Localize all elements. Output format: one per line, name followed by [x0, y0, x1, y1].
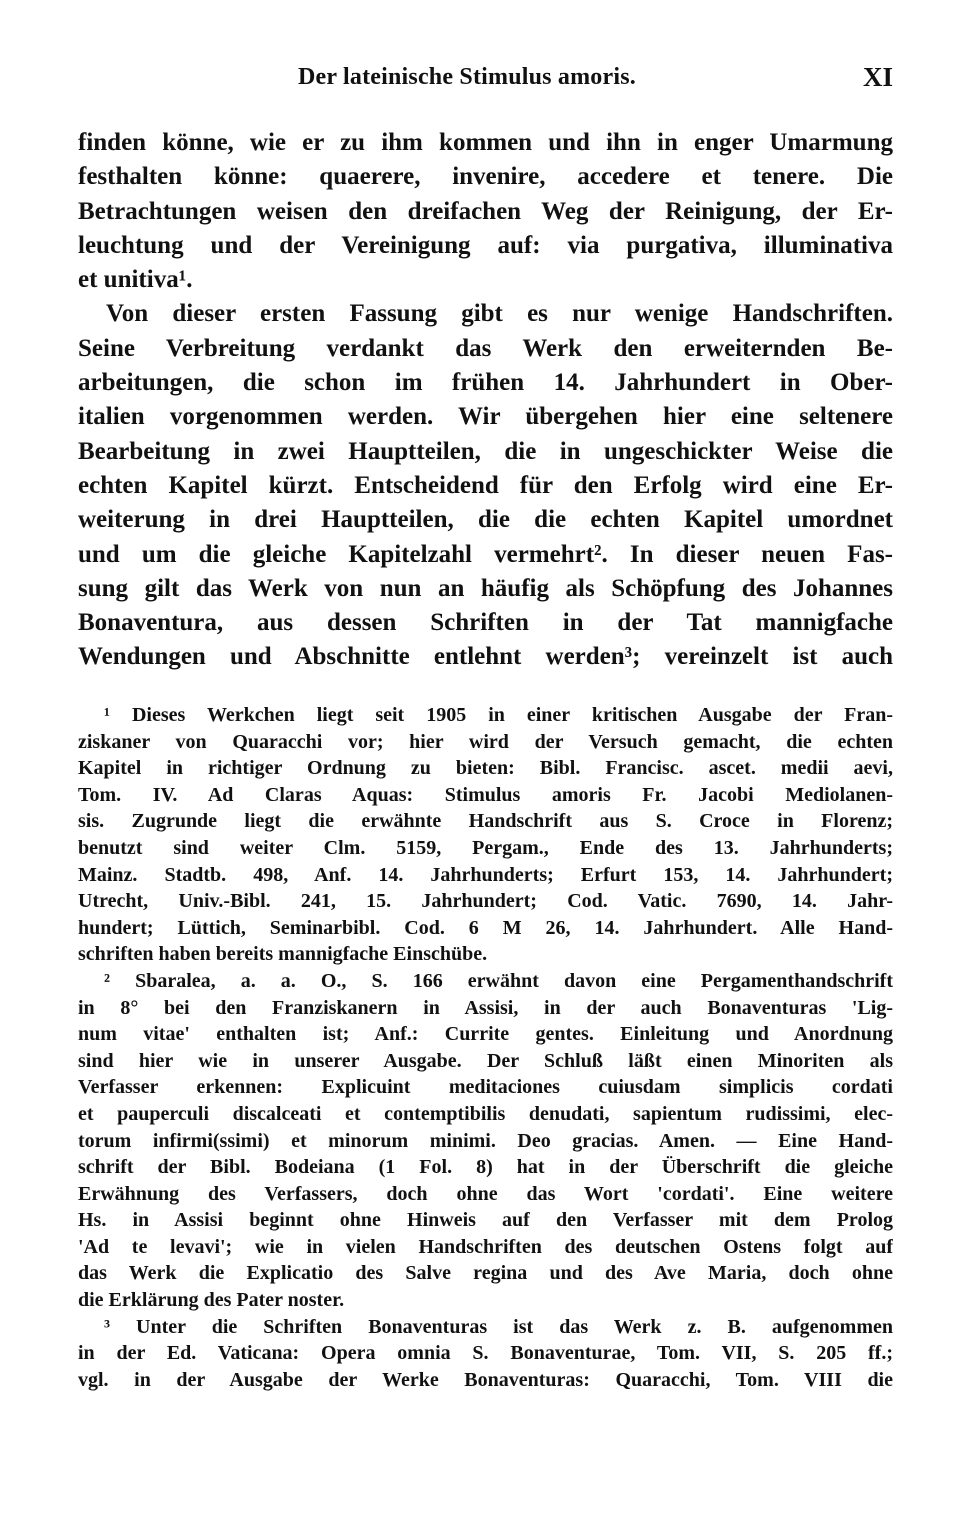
footnote-line: ³ Unter die Schriften Bonaventuras ist das Werk z. B. aufgenommen	[104, 1315, 893, 1338]
footnote-line: num vitae' enthalten ist; Anf.: Currite gentes. Einleitung und Anordnung	[78, 1023, 893, 1046]
footnote-line: Kapitel in richtiger Ordnung zu bieten: Bibl. Francisc. ascet. medii aevi,	[78, 757, 893, 780]
footnote-line: hundert; Lüttich, Seminarbibl. Cod. 6 M 26, 14. Jahrhundert. Alle Hand-	[78, 916, 893, 939]
text-line: weiterung in drei Hauptteilen, die die echten Kapitel umordnet	[78, 506, 893, 534]
footnote-line: die Erklärung des Pater noster.	[78, 1289, 345, 1312]
footnote-line: Utrecht, Univ.-Bibl. 241, 15. Jahrhundert; Cod. Vatic. 7690, 14. Jahr-	[78, 890, 893, 913]
footnote-line: das Werk die Explicatio des Salve regina und des Ave Maria, doch ohne	[78, 1262, 893, 1285]
footnote-line: Mainz. Stadtb. 498, Anf. 14. Jahrhunderts; Erfurt 153, 14. Jahrhundert;	[78, 863, 893, 886]
footnote-line: torum infirmi(ssimi) et minorum minimi. Deo gracias. Amen. — Eine Hand-	[78, 1129, 893, 1152]
footnote-line: ² Sbaralea, a. a. O., S. 166 erwähnt davon eine Pergamenthandschrift	[104, 969, 893, 992]
footnote-1	[78, 702, 893, 968]
footnotes	[78, 702, 893, 1393]
footnote-line: schriften haben bereits mannigfache Einschübe.	[78, 943, 488, 966]
text-line: Von dieser ersten Fassung gibt es nur wenige Handschriften.	[106, 300, 893, 328]
footnote-line: in der Ed. Vaticana: Opera omnia S. Bonaventurae, Tom. VII, S. 205 ff.;	[78, 1342, 893, 1365]
text-line: Bearbeitung in zwei Hauptteilen, die in ungeschickter Weise die	[78, 437, 893, 465]
text-line: arbeitungen, die schon im frühen 14. Jahrhundert in Ober-	[78, 369, 893, 397]
text-line: Seine Verbreitung verdankt das Werk den erweiternden Be-	[78, 334, 893, 362]
footnote-line: Hs. in Assisi beginnt ohne Hinweis auf den Verfasser mit dem Prolog	[78, 1209, 893, 1232]
footnote-line: 'Ad te levavi'; wie in vielen Handschriften des deutschen Ostens folgt auf	[78, 1235, 893, 1258]
page-header	[78, 62, 893, 96]
text-line: leuchtung und der Vereinigung auf: via purgativa, illuminativa	[78, 231, 893, 259]
text-line: Betrachtungen weisen den dreifachen Weg der Reinigung, der Er-	[78, 197, 893, 225]
text-line: festhalten könne: quaerere, invenire, accedere et tenere. Die	[78, 163, 893, 191]
footnote-line: sis. Zugrunde liegt die erwähnte Handschrift aus S. Croce in Florenz;	[78, 810, 893, 833]
footnote-line: ¹ Dieses Werkchen liegt seit 1905 in einer kritischen Ausgabe der Fran-	[104, 704, 893, 726]
footnote-line: benutzt sind weiter Clm. 5159, Pergam., Ende des 13. Jahrhunderts;	[78, 836, 893, 859]
footnote-2	[78, 968, 893, 1314]
text-line: italien vorgenommen werden. Wir übergehen hier eine seltenere	[78, 403, 893, 431]
text-line: Bonaventura, aus dessen Schriften in der Tat mannigfache	[78, 609, 893, 637]
footnote-line: schrift der Bibl. Bodeiana (1 Fol. 8) hat in der Überschrift die gleiche	[78, 1156, 893, 1179]
running-title: Der lateinische Stimulus amoris.	[298, 64, 636, 90]
text-line: et unitiva¹.	[78, 266, 193, 294]
footnote-line: Verfasser erkennen: Explicuint meditaciones cuiusdam simplicis cordati	[78, 1076, 893, 1099]
footnote-line: vgl. in der Ausgabe der Werke Bonaventuras: Quaracchi, Tom. VIII die	[78, 1368, 893, 1391]
text-line: sung gilt das Werk von nun an häufig als Schöpfung des Johannes	[78, 574, 893, 602]
footnote-line: in 8° bei den Franziskanern in Assisi, in der auch Bonaventuras 'Lig-	[78, 996, 893, 1019]
text-line: echten Kapitel kürzt. Entscheidend für den Erfolg wird eine Er-	[78, 471, 893, 499]
footnote-line: et pauperculi discalceati et contemptibilis denudati, sapientum rudissimi, elec-	[78, 1102, 893, 1125]
footnote-line: Tom. IV. Ad Claras Aquas: Stimulus amoris Fr. Jacobi Mediolanen-	[78, 783, 893, 806]
text-line: und um die gleiche Kapitelzahl vermehrt². In dieser neuen Fas-	[78, 540, 893, 568]
page-number: XI	[862, 62, 893, 92]
footnote-line: sind hier wie in unserer Ausgabe. Der Schluß läßt einen Minoriten als	[78, 1049, 893, 1072]
footnote-line: Erwähnung des Verfassers, doch ohne das Wort 'cordati'. Eine weitere	[78, 1182, 893, 1205]
main-text	[78, 126, 893, 675]
text-line: Wendungen und Abschnitte entlehnt werden³; vereinzelt ist auch	[78, 643, 893, 671]
text-line: finden könne, wie er zu ihm kommen und ihn in enger Umarmung	[78, 129, 893, 156]
footnote-line: ziskaner von Quaracchi vor; hier wird der Versuch gemacht, die echten	[78, 730, 893, 753]
footnote-3	[78, 1314, 893, 1394]
